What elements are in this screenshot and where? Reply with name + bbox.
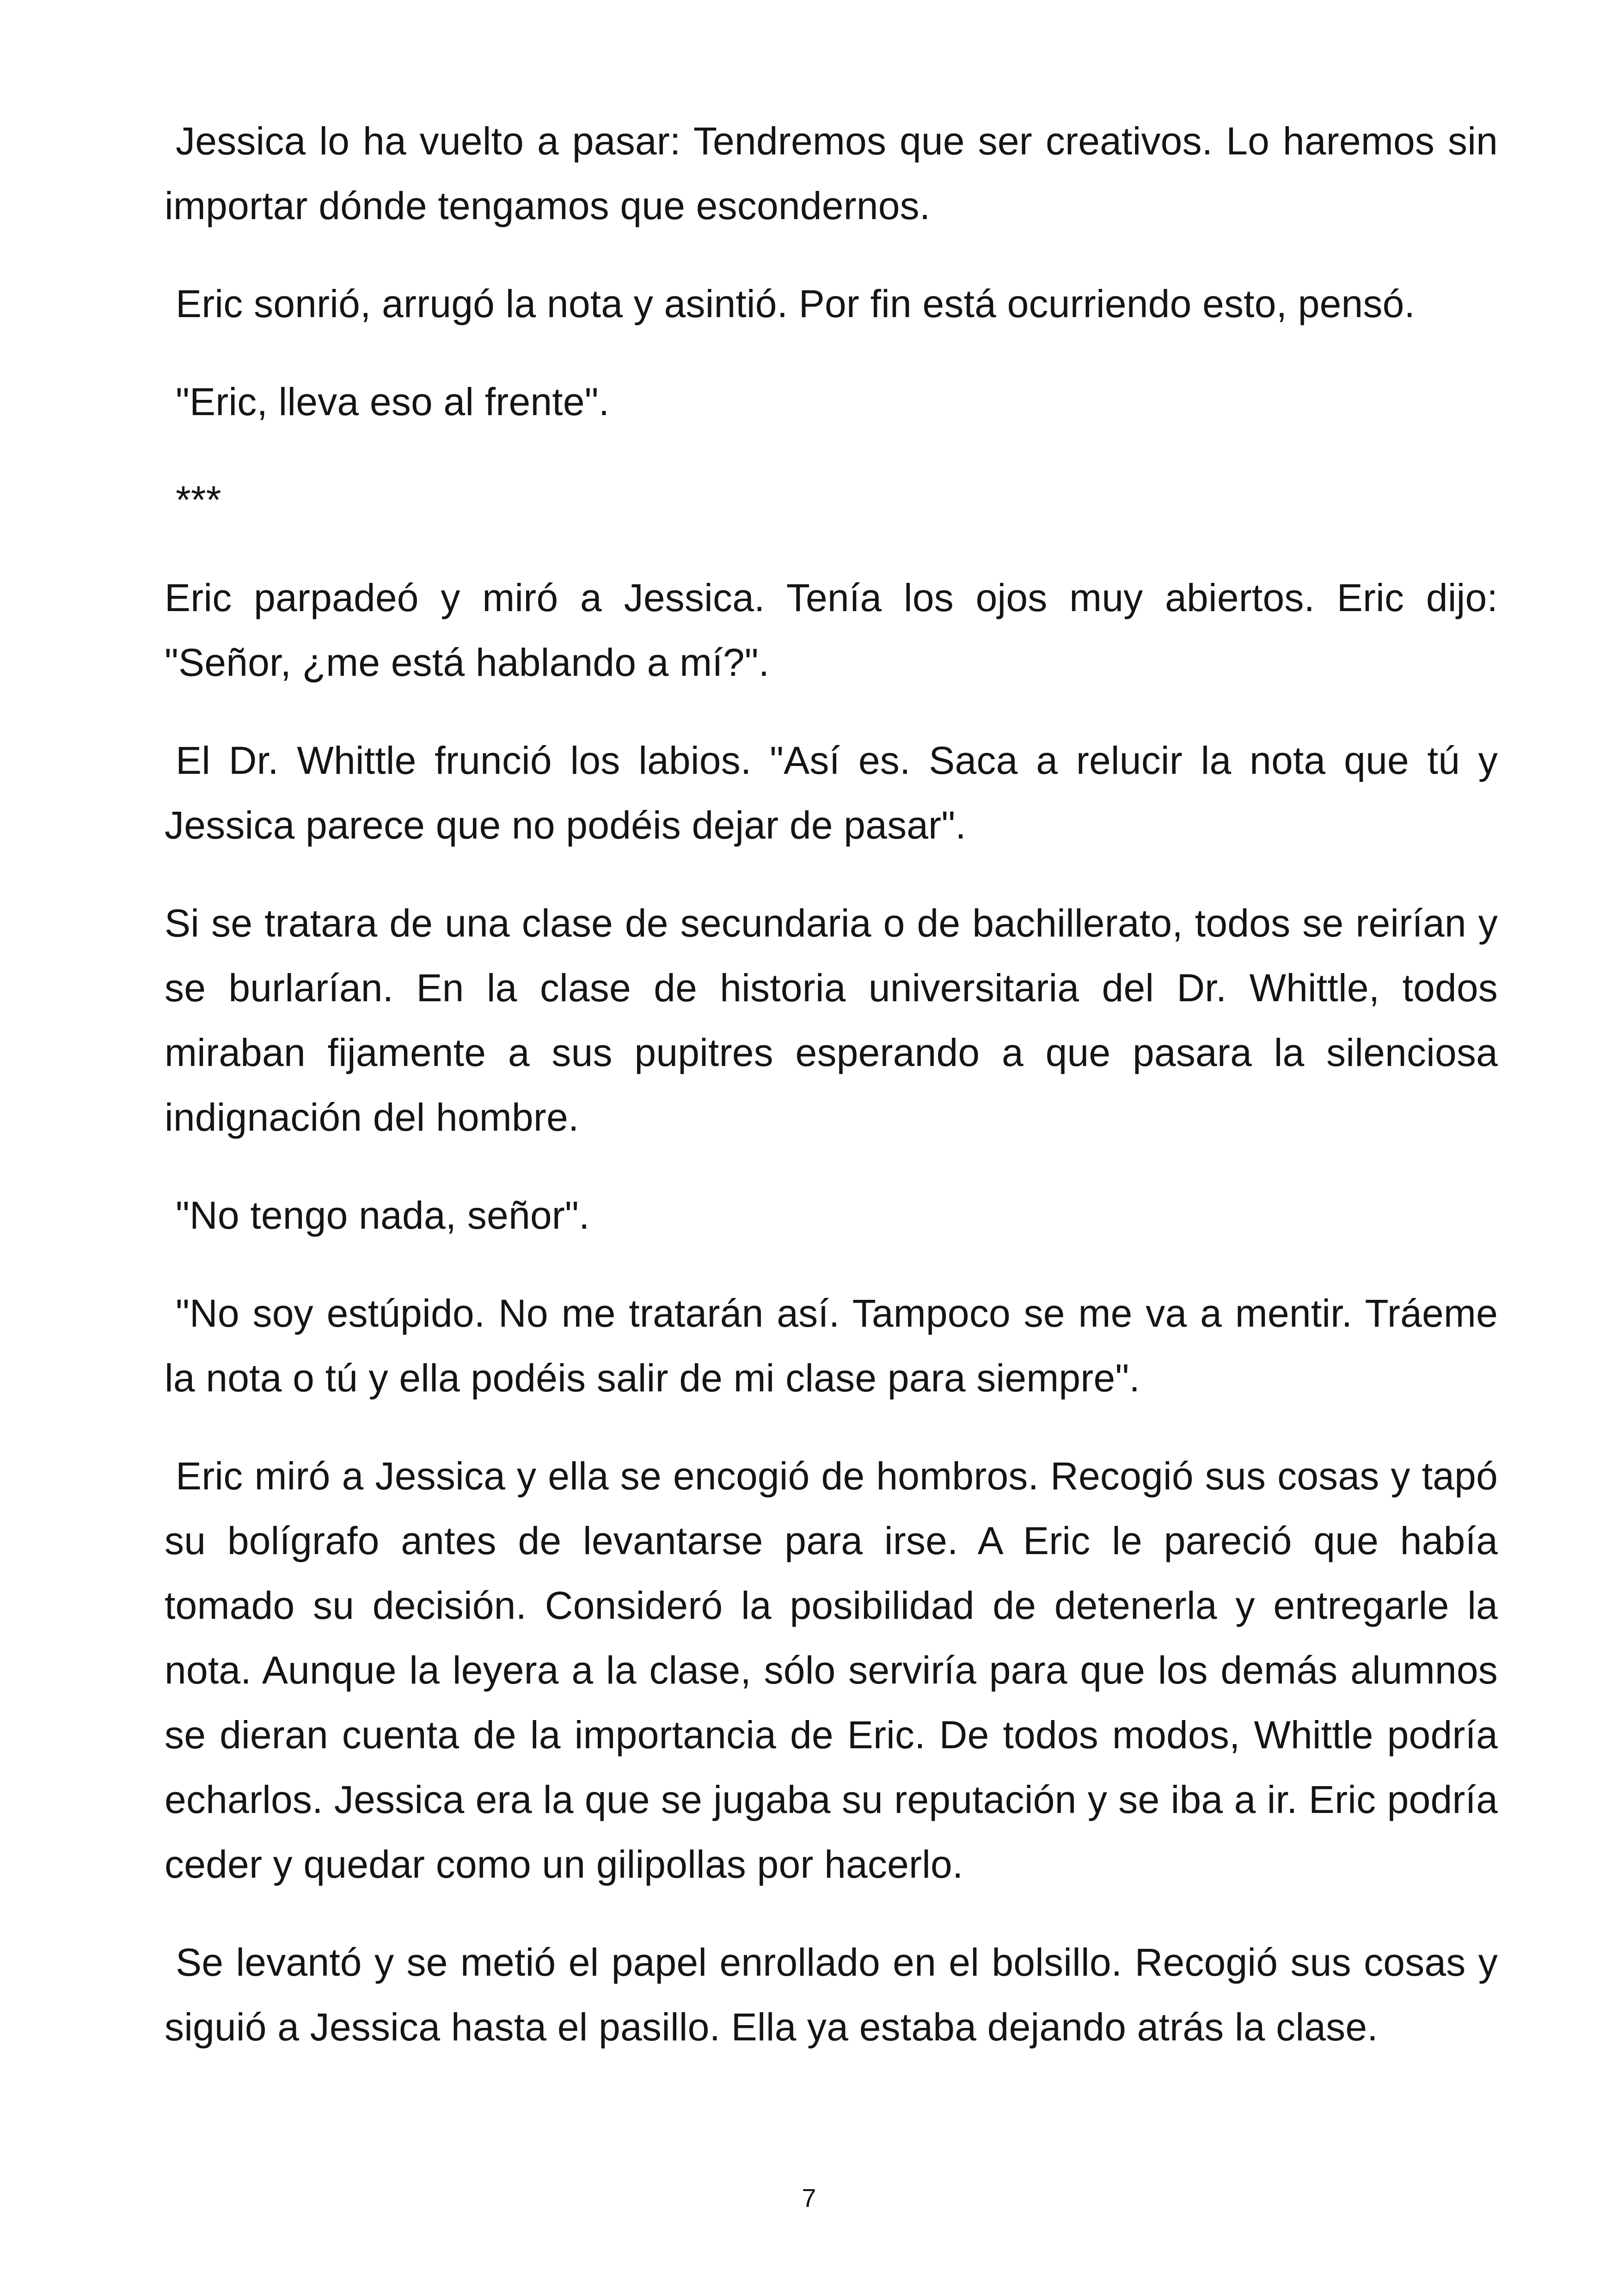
paragraph: Eric sonrió, arrugó la nota y asintió. Por fin está ocurriendo esto, pensó. [176, 282, 1416, 325]
paragraph: "No soy estúpido. No me tratarán así. Tampoco se me va a mentir. Tráeme la nota o tú y ella podéis salir de mi clase para siempre". [165, 1292, 1498, 1400]
page-number: 7 [802, 2183, 816, 2212]
paragraph: Si se tratara de una clase de secundaria o de bachillerato, todos se reirían y se burlarían. En la clase de historia universitaria del Dr. Whittle, todos miraban fijamente a sus pupitres esperando a que pasara la silenciosa indignación del hombre. [165, 901, 1498, 1139]
paragraph: "Eric, lleva eso al frente". [176, 380, 610, 423]
paragraph: Eric miró a Jessica y ella se encogió de hombros. Recogió sus cosas y tapó su bolígrafo antes de levantarse para irse. A Eric le pareció que había tomado su decisión. Consideró la posibilidad de detenerla y entregarle la nota. Aunque la leyera a la clase, sólo serviría para que los demás alumnos se dieran cuenta de la importancia de Eric. De todos modos, Whittle podría echarlos. Jessica era la que se jugaba su reputación y se iba a ir. Eric podría ceder y quedar como un gilipollas por hacerlo. [165, 1454, 1498, 1886]
paragraph: "No tengo nada, señor". [176, 1194, 590, 1237]
body-text [165, 109, 1498, 2093]
paragraph: El Dr. Whittle frunció los labios. "Así es. Saca a relucir la nota que tú y Jessica parece que no podéis dejar de pasar". [165, 739, 1498, 847]
paragraph: Se levantó y se metió el papel enrollado en el bolsillo. Recogió sus cosas y siguió a Jessica hasta el pasillo. Ella ya estaba dejando atrás la clase. [165, 1941, 1498, 2049]
paragraph: Eric parpadeó y miró a Jessica. Tenía los ojos muy abiertos. Eric dijo: "Señor, ¿me está hablando a mí?". [165, 576, 1498, 684]
paragraph: Jessica lo ha vuelto a pasar: Tendremos que ser creativos. Lo haremos sin importar dónde tengamos que escondernos. [165, 119, 1498, 227]
scene-break: *** [176, 478, 221, 521]
